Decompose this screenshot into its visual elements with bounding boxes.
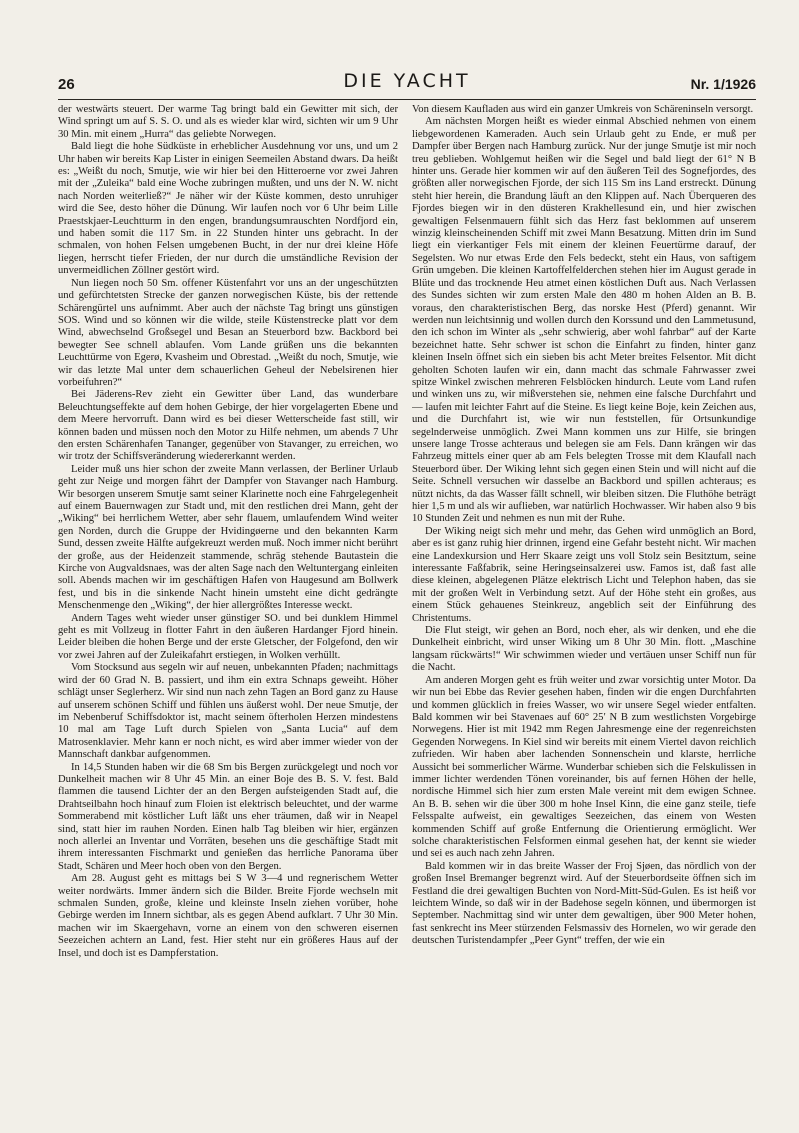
paragraph: Am anderen Morgen geht es früh weiter und zwar vorsichtig unter Motor. Da wir nun bei Ebbe das Revier gesehen haben, finden wir die engen Durchfahrten und kommen glücklich in freies Wasser, wo wir unsere Segel wieder entfalten. Bald kommen wir bei Stavenaes auf 60° 25′ N B zum westlichsten Vorgebirge Norwegens. Hier ist mit 1942 mm Regen Jahresmenge eine der regenreichsten Gegenden Norwegens. In Kiel sind wir bereits mit einem Viertel davon reichlich zufrieden. Wir haben aber lachenden Sonnenschein und klarste, herrliche Aussicht bei sommerlicher Wärme. Wunderbar schieben sich die Felskulissen in immer lichter werdenden Tönen voreinander, bis auf fernen Höhen der helle, nordische Himmel sich hier zum ersten Male vereint mit dem ewigen Schnee. An B. B. sehen wir die über 300 m hohe Insel Kinn, die eine ganz steile, tiefe Felsspalte aufweist, ein gewaltiges Seezeichen, das einem von Westen kommenden Schiff auf große Entfernung die Orientierung ermöglicht. Wer solche charakteristischen Felsformen einmal gesehen hat, der kennt sie wieder und sei es auch nach zehn Jahren. (412, 674, 756, 860)
journal-title: DIE YACHT (343, 70, 471, 92)
header-rule (58, 99, 756, 100)
paragraph: In 14,5 Stunden haben wir die 68 Sm bis Bergen zurückgelegt und noch vor Dunkelheit machen wir 8 Uhr 45 Min. an einer Boje des B. S. V. fest. Bald flammen die tausend Lichter der an den Bergen aufsteigenden Stadt auf, die Drahtseilbahn hoch hinauf zum Floien ist elektrisch beleuchtet, und der warme Sommerabend mit köstlicher Luft läßt uns eher träumen, daß wir in Neapel sind, statt hier im rauhen Norden. Einen halb Tag bleiben wir hier, ergänzen noch allerlei an Inventar und Vorräten, besehen uns die geschäftige Stadt mit ihrem interessanten Fischmarkt und genießen das herrliche Panorama über Stadt, Schären und Meer hoch oben von den Bergen. (58, 761, 398, 872)
paragraph: Vom Stocksund aus segeln wir auf neuen, unbekannten Pfaden; nachmittags wird der 60 Grad N. B. passiert, und ihm ein extra Schnaps geweiht. Höher schlägt unser Seglerherz. Wir sind nun nach zehn Tagen an Bord ganz zu Hause auf unserem schönen Schiff und fühlen uns äußerst wohl. Der neue Smutje, der im Nebenberuf Schiffsdoktor ist, macht seinem öfterholen Herzen mindestens 10 mal am Tage Luft durch Spielen von „Santa Lucia“ auf dem Matrosenklavier. Mehr kann er noch nicht, es wird aber immer wieder von der Mannschaft dankbar aufgenommen. (58, 662, 398, 761)
paragraph: Der Wiking neigt sich mehr und mehr, das Gehen wird unmöglich an Bord, aber es ist ganz ruhig hier drinnen, irgend eine Gefahr besteht nicht. Wir machen eine Landexkursion und Herr Skaare zeigt uns voll Stolz sein Besitztum, seine interessante Faßfabrik, seine Heringseinsalzerei usw. Famos ist, daß fast alle diese kleinen, abgelegenen Plätze elektrisch Licht und Telephon haben, das sie mit der großen Welt in Verbindung setzt. Auf der Höhe steht ein großes, aus einem Stück gehauenes Steinkreuz, angeblich seit der Einführung des Christentums. (412, 525, 756, 624)
right-column (412, 104, 756, 1104)
paragraph: Bald liegt die hohe Südküste in erheblicher Ausdehnung vor uns, und um 2 Uhr haben wir bereits Kap Lister in einigen Seemeilen Abstand dwars. Da heißt es: „Weißt du noch, Smutje, wie wir hier bei den Hitteroerne vor zwei Jahren mit der „Zuleika“ bald eine Woche zubringen mußten, und uns der N. W. nicht nach Norden weiterließ?“ Je näher wir der Küste kommen, desto unruhiger wird die See, desto höher die Dünung. Wir laufen noch vor 6 Uhr beim Lille Praestskjaer-Leuchtturm in den engen, brandungsumrauschten Nordfjord ein, und haben somit die 117 Sm. in 22 Stunden hinter uns gebracht. In der schmalen, von hohen Felsen umgebenen Bucht, in der nur drei kleine Höfe liegen, herrscht tiefer Frieden, der nur durch die umständliche Revision der unvermeidlichen Zöllner gestört wird. (58, 141, 398, 277)
paragraph: Am nächsten Morgen heißt es wieder einmal Abschied nehmen von einem liebgewordenen Kameraden. Auch sein Urlaub geht zu Ende, er muß per Dampfer über Bergen nach Hamburg zurück. Nur der junge Smutje ist mir noch treu geblieben. Wohlgemut heißen wir die Segel und bald liegt der 61° N B hinter uns. Gerade hier kommen wir auf den äußeren Teil des Sognefjordes, des größten aller norwegischen Fjorde, der sich 115 Sm ins Land erstreckt. Dünung steht hier herein, die Brandung läuft an den Klippen auf. Nach Überqueren des Fjordes biegen wir in den düsteren Krakhellesund ein, und hier zwischen gewaltigen Felsenmauern fühlt sich das Herz fast beklommen auf unserem winzig kleinscheinenden Schiff mit zwei Mann Besatzung. Mitten drin im Sund liegt ein vierkantiger Fels mit einem der kleinen Feuertürme darauf, der Segelsten. Wo nur etwas Erde den Fels bedeckt, steht ein Haus, von saftigem Grün umgeben. Die kleinen Kartoffelfelderchen stehen hier im August gerade in Blüte und das trocknende Heu atmet einen köstlichen Duft aus. Nach Verlassen des Sundes sichten wir zum ersten Male den 480 m hohen Alden an B. B. voraus, den charakteristischen Berg, das norske Hest (Pferd) genannt. Wir werden nun leichtsinnig und wollen durch den Korssund und den Lammetusund, den ich schon im Winter als „sehr schwierig, aber wohl fahrbar“ auf der Karte bezeichnet hatte. Sehr schwer ist schon die Einfahrt zu finden, hinter ganz kleinen Inseln öffnet sich ein sieben bis acht Meter breites Felsentor. Mit dicht geholten Schoten laufen wir ein, dann macht das schmale Fahrwasser zwei spitze Winkel zwischen mehreren Felsblöcken hindurch. Leute vom Land rufen und winken uns zu, wir mißverstehen sie, nehmen eine falsche Durchfahrt und — laufen mit leichter Fahrt auf die Steine. Es liegt keine Boje, kein Zeichen aus, und die Durchfahrt ist, wie wir nun feststellen, für Ortsunkundige segelnderweise unmöglich. Zwei Mann kommen uns zur Hilfe, sie bringen unsere lange Trosse achteraus und belegen sie am Fels. Dann krängen wir das Fahrzeug mittels einer quer ab am Fels belegten Trosse mit dem Klaufall nach Steuerbord über. Der Wiking lehnt sich gegen einen Stein und will nicht auf die Seite. Schnell versuchen wir dasselbe an Backbord und spillen achteraus; es nützt nichts, da das Wasser fällt schnell, wir bleiben sitzen. Die Fluthöhe beträgt hier 1,5 m und als wir auflieben, war natürlich Hochwasser. Wir haben also 9 bis 10 Stunden Zeit und nehmen es nun mit der Ruhe. (412, 116, 756, 525)
paragraph: der westwärts steuert. Der warme Tag bringt bald ein Gewitter mit sich, der Wind springt um auf S. S. O. und als es wieder klar wird, sichten wir um 9 Uhr 30 Min. mit einem „Hurra“ das geliebte Norwegen. (58, 104, 398, 140)
paragraph: Die Flut steigt, wir gehen an Bord, noch eher, als wir denken, und ehe die Dunkelheit einbricht, wird unser Wiking um 8 Uhr 30 Min. flott. „Maschine langsam rückwärts!“ Wir schwimmen wieder und vertäuen unser Schiff nun für die Nacht. (412, 625, 756, 674)
paragraph: Am 28. August geht es mittags bei S W 3—4 und regnerischem Wetter weiter nordwärts. Immer ändern sich die Bilder. Breite Fjorde wechseln mit schmalen Sunden, große, kleine und kleinste Inseln ziehen vorüber, hohe Gebirge werden im Innern sichtbar, als es gegen Abend aufklart. 7 Uhr 30 Min. machen wir im Skaergehavn, vorne an einem von den schweren eisernen Seezeichen achtern an Land, fest. Hier steht nur ein größeres Haus auf der Insel, und doch ist es Dampferstation. (58, 873, 398, 959)
left-column (58, 104, 398, 1104)
paragraph: Andern Tages weht wieder unser günstiger SO. und bei dunklem Himmel geht es mit Vollzeug in flotter Fahrt in den äußeren Hardanger Fjord hinein. Leider bleiben die hohen Berge und der erste Gletscher, der Folgefond, den wir vor zwei Jahren auf der Zuleikafahrt erstiegen, in Wolken verhüllt. (58, 612, 398, 661)
page-header (58, 70, 756, 96)
paragraph: Leider muß uns hier schon der zweite Mann verlassen, der Berliner Urlaub geht zur Neige und morgen fährt der Dampfer von Stavanger nach Hamburg. Wir besorgen unserem Smutje samt seiner Klarinette noch eine Fahrgelegenheit auf einem Bauernwagen zur Stadt und, mit den restlichen drei Mann, geht der „Wiking“ bei herrlichem Wetter, aber sehr flauem, umlaufendem Wind weiter gen Norden, durch die Gruppe der Hvidingøerne und den bekannten Karm Sund, dessen zweite Hälfte aufgekreuzt werden muß. Noch immer nicht berührt der große, aus der Heidenzeit stammende, schräg stehende Bautastein die Kirche von Augvaldsnaes, was der alten Sage nach den Weltuntergang einleiten soll. Abends machen wir im geschäftigen Hafen von Haugesund am Bollwerk fest, und bis in die sinkende Nacht hinein umsteht eine dicht gedrängte Menschenmenge den „Wiking“, der hier allergrößtes Interesse weckt. (58, 463, 398, 612)
page-number: 26 (58, 76, 75, 93)
paragraph: Von diesem Kaufladen aus wird ein ganzer Umkreis von Schäreninseln versorgt. (412, 104, 754, 115)
paragraph: Nun liegen noch 50 Sm. offener Küstenfahrt vor uns an der ungeschützten und gefürchtetsten Strecke der ganzen norwegischen Küste, bis der rettende Schärengürtel uns aufnimmt. Aber auch der nächste Tag bringt uns günstigen SOS. Wind und so können wir die wilde, steile Küstenstrecke platt vor dem Wind, abwechselnd Großsegel und Besan an Steuerbord bzw. Backbord bei bewegter See schnell ablaufen. Vom Lande grüßen uns die bekannten Leuchttürme von Egerø, Kvasheim und Obrestad. „Weißt du noch, Smutje, wie wir das letzte Mal unter dem schauerlichen Geheul der Nebelsirenen hier vorbeifuhren?“ (58, 277, 398, 388)
paragraph: Bei Jäderens-Rev zieht ein Gewitter über Land, das wunderbare Beleuchtungseffekte auf dem hohen Gebirge, der hier vorgelagerten Ebene und dem Meere hervorruft. Dann wird es bei dieser Wetterscheide fast still, wir können baden und müssen noch den Motor zu Hilfe nehmen, um abends 7 Uhr den ersten Schärenhafen Tananger, gegenüber von Stavanger, zu erreichen, wo wir trotz der Schiffsveränderung wiedererkannt werden. (58, 389, 398, 463)
issue-number: Nr. 1/1926 (690, 76, 756, 92)
paragraph: Bald kommen wir in das breite Wasser der Froj Sjøen, das nördlich von der großen Insel Bremanger begrenzt wird. Auf der Steuerbordseite öffnen sich im Festland die drei gewaltigen Buchten von Nord-Mitt-Süd-Gulen. Es ist heiß vor leichtem Winde, so daß wir in der Badehose segeln können, und übermorgen ist September. Nachmittag sind wir unter dem gewaltigen, über 900 Meter hohen, fast senkrecht ins Meer stürzenden Felsmassiv des Hornelen, wo wir gerade den deutschen Turistendampfer „Peer Gynt“ treffen, der wie ein (412, 860, 756, 947)
